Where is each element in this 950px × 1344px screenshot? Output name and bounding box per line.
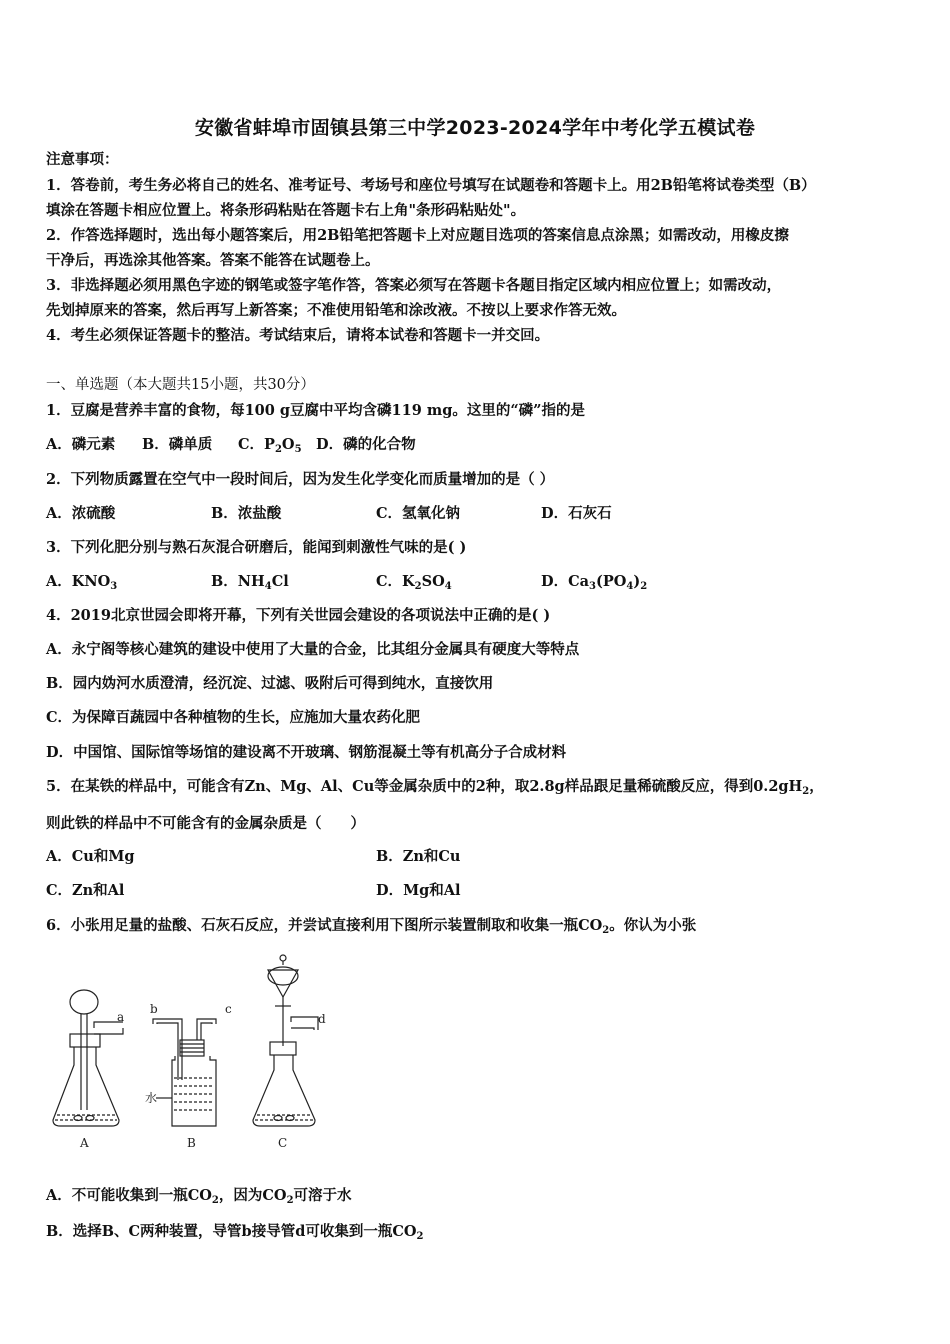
label-a: a [117,1010,125,1024]
notice-line: 干净后，再选涂其他答案。答案不能答在试题卷上。 [46,252,380,269]
notice-line: 1．答卷前，考生务必将自己的姓名、准考证号、考场号和座位号填写在试题卷和答题卡上。用2B铅笔将试卷类型（B） [46,177,816,194]
section-heading: 一、单选题（本大题共15小题，共30分） [46,377,315,393]
notice-line: 2．作答选择题时，选出每小题答案后，用2B铅笔把答题卡上对应题目选项的答案信息点涂黑；如需改动，用橡皮擦 [46,227,789,244]
label-d: d [318,1012,326,1026]
question-4-stem: 4．2019北京世园会即将开幕，下列有关世园会建设的各项说法中正确的是( ) [46,607,551,624]
q6-option-b: B．选择B、C两种装置，导管b接导管d可收集到一瓶$CO_2$ [46,1223,424,1242]
q2-option-a: A．浓硫酸 [46,505,116,522]
q4-option-a: A．永宁阁等核心建筑的建设中使用了大量的合金，比其组分金属具有硬度大等特点 [46,641,580,658]
q4-option-c: C．为保障百蔬园中各种植物的生长，应施加大量农药化肥 [46,709,421,726]
q6-option-a: A．不可能收集到一瓶$CO_2$，因为$CO_2$可溶于水 [46,1187,352,1206]
question-3-stem: 3．下列化肥分别与熟石灰混合研磨后，能闻到刺激性气味的是( ) [46,539,467,556]
q2-option-c: C．氢氧化钠 [376,505,461,522]
q3-option-b: B．$NH_4Cl$ [211,573,289,592]
question-5-stem-cont: 则此铁的样品中不可能含有的金属杂质是（ ） [46,815,365,832]
caption-a: A [80,1136,89,1150]
notice-line: 3．非选择题必须用黑色字迹的钢笔或签字笔作答，答案必须写在答题卡各题目指定区域内相应位置上；如需改动， [46,277,782,294]
question-5-stem: 5．在某铁的样品中，可能含有Zn、Mg、Al、Cu等金属杂质中的2种，取2.8g样品跟足量稀硫酸反应，得到$0.2gH_2$， [46,778,824,797]
q2-option-d: D．石灰石 [541,505,612,522]
notice-line: 填涂在答题卡相应位置上。将条形码粘贴在答题卡右上角"条形码粘贴处"。 [46,202,526,219]
caption-b: B [187,1136,196,1150]
q2-option-b: B．浓盐酸 [211,505,282,522]
page-title: 安徽省蚌埠市固镇县第三中学2023-2024学年中考化学五模试卷 [194,117,756,139]
q1-option-d: D．磷的化合物 [316,436,416,453]
q3-option-c: C．$K_2SO_4$ [376,573,452,592]
q1-option-b: B．磷单质 [142,436,213,453]
notice-line: 4．考生必须保证答题卡的整洁。考试结束后，请将本试卷和答题卡一并交回。 [46,327,550,344]
apparatus-b [153,1019,216,1126]
apparatus-figure [50,950,350,1155]
q1-option-a: A．磷元素 [46,436,116,453]
q5-option-a: A．Cu和Mg [46,848,135,865]
water-label: 水 [145,1091,158,1105]
question-6-stem: 6．小张用足量的盐酸、石灰石反应，并尝试直接利用下图所示装置制取和收集一瓶$CO_2$。你认为小张 [46,917,697,936]
notice-line: 先划掉原来的答案，然后再写上新答案；不准使用铅笔和涂改液。不按以上要求作答无效。 [46,302,626,319]
notice-heading: 注意事项： [46,151,119,168]
q3-option-a: A．$KNO_3$ [46,573,118,592]
apparatus-c [253,955,318,1126]
apparatus-a [53,990,123,1126]
label-c: c [225,1002,232,1016]
q5-option-b: B．Zn和Cu [376,848,461,865]
q4-option-b: B．园内妫河水质澄清，经沉淀、过滤、吸附后可得到纯水，直接饮用 [46,675,494,692]
label-b: b [150,1002,158,1016]
q5-option-d: D．Mg和Al [376,882,461,899]
q4-option-d: D．中国馆、国际馆等场馆的建设离不开玻璃、钢筋混凝土等有机高分子合成材料 [46,744,567,761]
question-2-stem: 2．下列物质露置在空气中一段时间后，因为发生化学变化而质量增加的是（ ） [46,471,555,488]
q1-option-c: C．$P_2O_5$ [238,436,302,455]
caption-c: C [278,1136,288,1150]
question-1-stem: 1．豆腐是营养丰富的食物，每100 g豆腐中平均含磷119 mg。这里的“磷”指的是 [46,402,586,419]
q3-option-d: D．$Ca_3(PO_4)_2$ [541,573,648,592]
q5-option-c: C．Zn和Al [46,882,125,899]
